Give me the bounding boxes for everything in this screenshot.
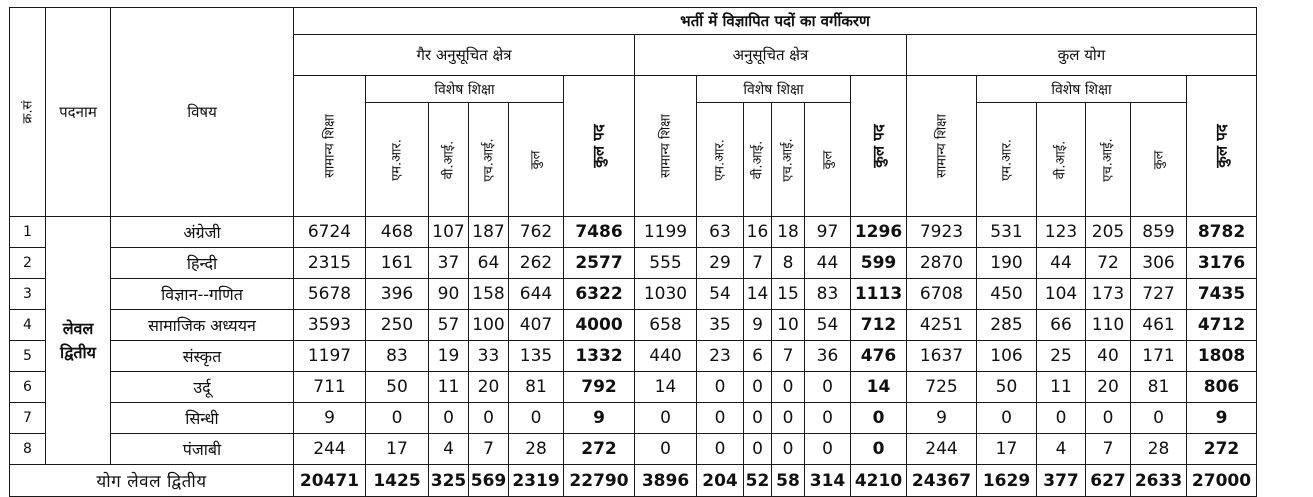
value-cell: 244	[294, 434, 366, 465]
value-cell: 83	[366, 341, 429, 372]
value-cell: 44	[1037, 248, 1086, 279]
value-cell: 0	[697, 372, 744, 403]
sub-header-label: वी.आई.	[441, 140, 456, 179]
value-cell: 6724	[294, 217, 366, 248]
value-cell: 3176	[1187, 248, 1257, 279]
value-cell: 0	[977, 403, 1037, 434]
value-cell: 4	[1037, 434, 1086, 465]
value-cell: 18	[772, 217, 805, 248]
value-cell: 14	[744, 279, 772, 310]
value-cell: 9	[744, 310, 772, 341]
value-cell: 6322	[564, 279, 635, 310]
value-cell: 4712	[1187, 310, 1257, 341]
table-row	[10, 403, 1257, 434]
subject-cell: सामाजिक अध्ययन	[111, 310, 294, 341]
value-cell: 712	[851, 310, 907, 341]
total-value-cell: 377	[1037, 465, 1086, 497]
value-cell: 0	[805, 403, 851, 434]
value-cell: 29	[697, 248, 744, 279]
value-cell: 0	[697, 403, 744, 434]
sub-header-label: कुल	[1151, 150, 1166, 169]
sub-header-mr-scheduled	[697, 103, 744, 217]
serial-header-label: क्र.सं	[20, 100, 35, 124]
value-cell: 0	[1037, 403, 1086, 434]
value-cell: 205	[1086, 217, 1131, 248]
value-cell: 711	[294, 372, 366, 403]
value-cell: 11	[1037, 372, 1086, 403]
total-posts-label: कुल पद	[869, 124, 887, 168]
value-cell: 0	[744, 434, 772, 465]
recruitment-classification-table	[9, 7, 1257, 497]
value-cell: 54	[697, 279, 744, 310]
total-posts-label: कुल पद	[589, 124, 608, 168]
value-cell: 407	[509, 310, 564, 341]
serial-number: 8	[10, 434, 46, 465]
value-cell: 8	[772, 248, 805, 279]
value-cell: 50	[366, 372, 429, 403]
table-row	[10, 310, 1257, 341]
value-cell: 9	[564, 403, 635, 434]
value-cell: 440	[635, 341, 697, 372]
sub-header-label: वी.आई.	[750, 140, 765, 179]
serial-number: 7	[10, 403, 46, 434]
table-row	[10, 279, 1257, 310]
total-posts-header-grand-total	[1187, 76, 1257, 217]
value-cell: 190	[977, 248, 1037, 279]
value-cell: 50	[977, 372, 1037, 403]
value-cell: 123	[1037, 217, 1086, 248]
sub-header-label: एच.आई.	[780, 137, 796, 182]
post-name-cell: लेवल द्वितीय	[46, 217, 111, 465]
value-cell: 173	[1086, 279, 1131, 310]
value-cell: 7486	[564, 217, 635, 248]
serial-header	[10, 8, 46, 217]
value-cell: 28	[509, 434, 564, 465]
total-value-cell: 204	[697, 465, 744, 497]
value-cell: 10	[772, 310, 805, 341]
total-posts-header-non-scheduled	[564, 76, 635, 217]
value-cell: 14	[635, 372, 697, 403]
value-cell: 0	[366, 403, 429, 434]
value-cell: 7	[469, 434, 509, 465]
value-cell: 0	[772, 372, 805, 403]
value-cell: 250	[366, 310, 429, 341]
value-cell: 110	[1086, 310, 1131, 341]
value-cell: 725	[907, 372, 977, 403]
sub-header-label: एम.आर.	[712, 138, 728, 181]
general-education-label: सामान्य शिक्षा	[322, 114, 337, 178]
serial-number: 5	[10, 341, 46, 372]
value-cell: 37	[429, 248, 469, 279]
group-scheduled: अनुसूचित क्षेत्र	[635, 35, 907, 76]
value-cell: 64	[469, 248, 509, 279]
value-cell: 2870	[907, 248, 977, 279]
value-cell: 599	[851, 248, 907, 279]
serial-number: 4	[10, 310, 46, 341]
table-row	[10, 372, 1257, 403]
subject-cell: अंग्रेजी	[111, 217, 294, 248]
value-cell: 100	[469, 310, 509, 341]
group-grand-total: कुल योग	[907, 35, 1257, 76]
value-cell: 35	[697, 310, 744, 341]
value-cell: 107	[429, 217, 469, 248]
table-row	[10, 248, 1257, 279]
value-cell: 9	[907, 403, 977, 434]
value-cell: 16	[744, 217, 772, 248]
sub-header-label: कुल	[820, 150, 835, 169]
value-cell: 1637	[907, 341, 977, 372]
value-cell: 66	[1037, 310, 1086, 341]
sub-header-hi-non-scheduled	[469, 103, 509, 217]
total-value-cell: 325	[429, 465, 469, 497]
total-value-cell: 314	[805, 465, 851, 497]
subject-cell: उर्दू	[111, 372, 294, 403]
value-cell: 1332	[564, 341, 635, 372]
total-value-cell: 3896	[635, 465, 697, 497]
value-cell: 17	[366, 434, 429, 465]
recruitment-table-container	[9, 7, 1257, 497]
table-row	[10, 217, 1257, 248]
value-cell: 25	[1037, 341, 1086, 372]
value-cell: 20	[1086, 372, 1131, 403]
general-education-label: सामान्य शिक्षा	[658, 114, 673, 178]
value-cell: 1030	[635, 279, 697, 310]
value-cell: 72	[1086, 248, 1131, 279]
value-cell: 6708	[907, 279, 977, 310]
subject-cell: पंजाबी	[111, 434, 294, 465]
special-education-header-grand-total: विशेष शिक्षा	[977, 76, 1187, 103]
total-value-cell: 569	[469, 465, 509, 497]
sub-header-mr-non-scheduled	[366, 103, 429, 217]
sub-header-total-grand-total	[1131, 103, 1187, 217]
sub-header-total-scheduled	[805, 103, 851, 217]
sub-header-label: वी.आई.	[1053, 140, 1069, 179]
value-cell: 0	[772, 403, 805, 434]
value-cell: 23	[697, 341, 744, 372]
total-value-cell: 627	[1086, 465, 1131, 497]
value-cell: 468	[366, 217, 429, 248]
total-value-cell: 2633	[1131, 465, 1187, 497]
total-value-cell: 4210	[851, 465, 907, 497]
sub-header-vi-scheduled	[744, 103, 772, 217]
value-cell: 0	[744, 372, 772, 403]
value-cell: 2315	[294, 248, 366, 279]
sub-header-label: एम.आर.	[389, 138, 405, 181]
value-cell: 0	[851, 403, 907, 434]
value-cell: 1197	[294, 341, 366, 372]
total-posts-label: कुल पद	[1212, 124, 1230, 168]
value-cell: 171	[1131, 341, 1187, 372]
value-cell: 19	[429, 341, 469, 372]
value-cell: 272	[1187, 434, 1257, 465]
value-cell: 97	[805, 217, 851, 248]
sub-header-hi-scheduled	[772, 103, 805, 217]
value-cell: 90	[429, 279, 469, 310]
group-non-scheduled: गैर अनुसूचित क्षेत्र	[294, 35, 635, 76]
value-cell: 461	[1131, 310, 1187, 341]
sub-header-label: कुल	[528, 150, 544, 169]
value-cell: 40	[1086, 341, 1131, 372]
total-value-cell: 2319	[509, 465, 564, 497]
value-cell: 0	[635, 434, 697, 465]
value-cell: 727	[1131, 279, 1187, 310]
value-cell: 83	[805, 279, 851, 310]
value-cell: 33	[469, 341, 509, 372]
value-cell: 531	[977, 217, 1037, 248]
serial-number: 6	[10, 372, 46, 403]
value-cell: 5678	[294, 279, 366, 310]
value-cell: 0	[429, 403, 469, 434]
value-cell: 3593	[294, 310, 366, 341]
general-education-header-grand-total	[907, 76, 977, 217]
table-row	[10, 434, 1257, 465]
serial-number: 2	[10, 248, 46, 279]
sub-header-mr-grand-total	[977, 103, 1037, 217]
value-cell: 792	[564, 372, 635, 403]
value-cell: 555	[635, 248, 697, 279]
total-value-cell: 58	[772, 465, 805, 497]
value-cell: 81	[1131, 372, 1187, 403]
value-cell: 1113	[851, 279, 907, 310]
value-cell: 4000	[564, 310, 635, 341]
value-cell: 0	[509, 403, 564, 434]
value-cell: 54	[805, 310, 851, 341]
value-cell: 1199	[635, 217, 697, 248]
value-cell: 2577	[564, 248, 635, 279]
value-cell: 806	[1187, 372, 1257, 403]
total-value-cell: 52	[744, 465, 772, 497]
subject-cell: विज्ञान--गणित	[111, 279, 294, 310]
value-cell: 36	[805, 341, 851, 372]
subject-cell: सिन्धी	[111, 403, 294, 434]
subject-header: विषय	[111, 8, 294, 217]
value-cell: 0	[1086, 403, 1131, 434]
total-value-cell: 1629	[977, 465, 1037, 497]
value-cell: 63	[697, 217, 744, 248]
value-cell: 0	[805, 372, 851, 403]
value-cell: 396	[366, 279, 429, 310]
total-value-cell: 1425	[366, 465, 429, 497]
value-cell: 262	[509, 248, 564, 279]
value-cell: 8782	[1187, 217, 1257, 248]
value-cell: 0	[697, 434, 744, 465]
value-cell: 7	[1086, 434, 1131, 465]
value-cell: 1808	[1187, 341, 1257, 372]
sub-header-vi-non-scheduled	[429, 103, 469, 217]
value-cell: 57	[429, 310, 469, 341]
value-cell: 306	[1131, 248, 1187, 279]
general-education-label: सामान्य शिक्षा	[934, 114, 949, 178]
value-cell: 644	[509, 279, 564, 310]
value-cell: 7435	[1187, 279, 1257, 310]
value-cell: 0	[805, 434, 851, 465]
value-cell: 14	[851, 372, 907, 403]
value-cell: 476	[851, 341, 907, 372]
value-cell: 44	[805, 248, 851, 279]
value-cell: 0	[469, 403, 509, 434]
special-education-header-scheduled: विशेष शिक्षा	[697, 76, 851, 103]
value-cell: 658	[635, 310, 697, 341]
value-cell: 762	[509, 217, 564, 248]
value-cell: 7	[744, 248, 772, 279]
total-row-label: योग लेवल द्वितीय	[10, 465, 294, 497]
value-cell: 244	[907, 434, 977, 465]
value-cell: 0	[1131, 403, 1187, 434]
value-cell: 161	[366, 248, 429, 279]
value-cell: 135	[509, 341, 564, 372]
value-cell: 4251	[907, 310, 977, 341]
value-cell: 4	[429, 434, 469, 465]
total-posts-header-scheduled	[851, 76, 907, 217]
value-cell: 81	[509, 372, 564, 403]
value-cell: 6	[744, 341, 772, 372]
sub-header-label: एम.आर.	[999, 138, 1014, 181]
value-cell: 11	[429, 372, 469, 403]
value-cell: 0	[635, 403, 697, 434]
value-cell: 187	[469, 217, 509, 248]
subject-cell: हिन्दी	[111, 248, 294, 279]
total-row	[10, 465, 1257, 497]
general-education-header-non-scheduled	[294, 76, 366, 217]
value-cell: 15	[772, 279, 805, 310]
total-value-cell: 20471	[294, 465, 366, 497]
subject-cell: संस्कृत	[111, 341, 294, 372]
value-cell: 859	[1131, 217, 1187, 248]
value-cell: 450	[977, 279, 1037, 310]
special-education-header-non-scheduled: विशेष शिक्षा	[366, 76, 564, 103]
value-cell: 1296	[851, 217, 907, 248]
value-cell: 285	[977, 310, 1037, 341]
value-cell: 0	[851, 434, 907, 465]
sub-header-vi-grand-total	[1037, 103, 1086, 217]
value-cell: 158	[469, 279, 509, 310]
general-education-header-scheduled	[635, 76, 697, 217]
value-cell: 272	[564, 434, 635, 465]
total-value-cell: 27000	[1187, 465, 1257, 497]
total-value-cell: 22790	[564, 465, 635, 497]
value-cell: 104	[1037, 279, 1086, 310]
value-cell: 0	[744, 403, 772, 434]
sub-header-hi-grand-total	[1086, 103, 1131, 217]
serial-number: 1	[10, 217, 46, 248]
value-cell: 28	[1131, 434, 1187, 465]
value-cell: 0	[772, 434, 805, 465]
sub-header-total-non-scheduled	[509, 103, 564, 217]
total-value-cell: 24367	[907, 465, 977, 497]
value-cell: 20	[469, 372, 509, 403]
value-cell: 9	[1187, 403, 1257, 434]
main-title: भर्ती में विज्ञापित पदों का वर्गीकरण	[294, 8, 1257, 35]
post-header: पदनाम	[46, 8, 111, 217]
table-row	[10, 341, 1257, 372]
value-cell: 106	[977, 341, 1037, 372]
value-cell: 7923	[907, 217, 977, 248]
sub-header-label: एच.आई.	[1100, 137, 1116, 182]
sub-header-label: एच.आई.	[481, 137, 496, 182]
value-cell: 7	[772, 341, 805, 372]
value-cell: 9	[294, 403, 366, 434]
value-cell: 17	[977, 434, 1037, 465]
serial-number: 3	[10, 279, 46, 310]
